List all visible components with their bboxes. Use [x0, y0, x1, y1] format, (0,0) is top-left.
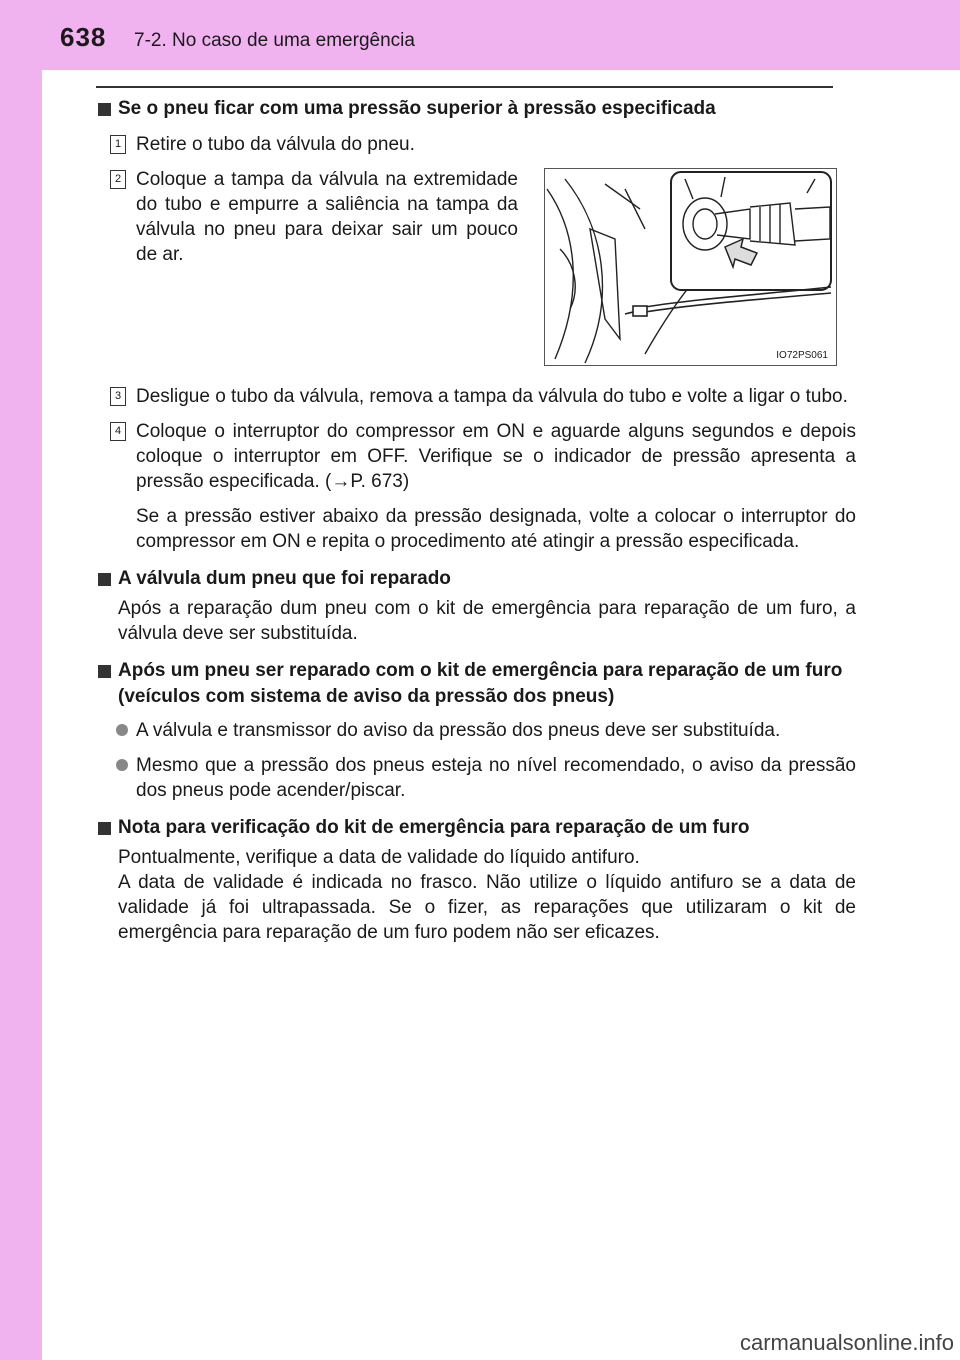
valve-illustration: [544, 168, 837, 366]
list-item: Mesmo que a pressão dos pneus esteja no nível recomendado, o aviso da pressão dos pneus pode acender/piscar.: [96, 753, 856, 803]
divider: [96, 86, 833, 88]
figure-code: IO72PS061: [776, 350, 828, 361]
step-number: 3: [110, 387, 126, 406]
section-heading: Se o pneu ficar com uma pressão superior à pressão especificada: [96, 96, 856, 122]
square-bullet-icon: [98, 822, 111, 835]
step-4-note: Se a pressão estiver abaixo da pressão designada, volte a colocar o interruptor do compressor em ON e repita o procedimento até atingir a pressão especificada.: [136, 506, 856, 552]
tire-valve-drawing: [545, 169, 836, 365]
round-bullet-icon: [116, 724, 128, 736]
list-item: A válvula e transmissor do aviso da pressão dos pneus deve ser substituída.: [96, 718, 856, 743]
paragraph: Após a reparação dum pneu com o kit de emergência para reparação de um furo, a válvula deve ser substituída.: [118, 598, 856, 644]
step-number: 2: [110, 170, 126, 189]
paragraph: A data de validade é indicada no frasco. Não utilize o líquido antifuro se a data de validade já foi ultrapassada. Se o fizer, as reparações que utilizaram o kit de emergência para reparação de um furo podem não ser eficazes.: [118, 872, 856, 943]
square-bullet-icon: [98, 103, 111, 116]
square-bullet-icon: [98, 573, 111, 586]
step-3: 3 Desligue o tubo da válvula, remova a tampa da válvula do tubo e volte a ligar o tubo.: [96, 384, 856, 409]
paragraph: Pontualmente, verifique a data de validade do líquido antifuro.: [118, 847, 640, 868]
square-bullet-icon: [98, 665, 111, 678]
step-number: 4: [110, 422, 126, 441]
chapter-title: 7-2. No caso de uma emergência: [134, 30, 415, 51]
section-heading: A válvula dum pneu que foi reparado: [96, 566, 856, 592]
step-4: 4 Coloque o interruptor do compressor em ON e aguarde alguns segundos e depois coloque o interruptor em OFF. Verifique se o indicador de pressão apresenta a pressão especificada. (→P. 673): [96, 419, 856, 494]
section-heading: Após um pneu ser reparado com o kit de emergência para reparação de um furo (veículos com sistema de aviso da pressão dos pneus): [96, 658, 856, 710]
chapter-side-tab: [0, 0, 42, 1360]
step-2: 2 Coloque a tampa da válvula na extremidade do tubo e empurre a saliência na tampa da válvula no pneu para deixar sair um pouco de ar.: [96, 167, 518, 267]
page-number: 638: [60, 22, 107, 52]
round-bullet-icon: [116, 759, 128, 771]
section-heading: Nota para verificação do kit de emergência para reparação de um furo: [96, 815, 856, 841]
step-number: 1: [110, 135, 126, 154]
watermark: carmanualsonline.info: [739, 1330, 954, 1355]
step-1: 1 Retire o tubo da válvula do pneu.: [96, 132, 856, 157]
